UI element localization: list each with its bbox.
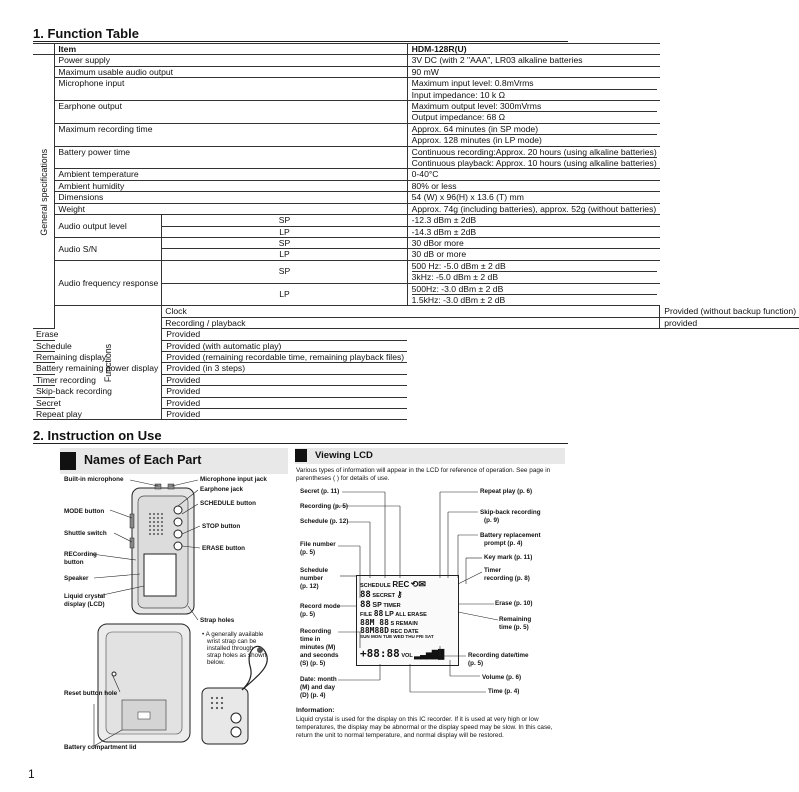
label-builtin-microphone: Built-in microphone	[64, 476, 124, 483]
table-value-line: 90 mW	[411, 66, 439, 77]
envelope-icon: ✉	[418, 579, 426, 589]
table-item-cell: Repeat play	[33, 409, 162, 420]
table-item-cell: Earphone output	[55, 101, 407, 124]
table-value-cell: Provided	[162, 397, 407, 408]
lcd-label-rec-date-1: Recording date/time	[468, 652, 529, 659]
table-item-cell: Secret	[33, 397, 162, 408]
table-row	[33, 237, 799, 248]
table-item-cell: Power supply	[55, 55, 407, 66]
general-specs-section-cell	[33, 55, 55, 329]
table-row	[33, 169, 799, 180]
lcd-label-volume: Volume (p. 6)	[482, 674, 522, 681]
table-value-cell: 30 dBor more	[407, 237, 660, 248]
lcd-label-schedule-number-2: number	[300, 575, 324, 582]
table-value-cell	[407, 169, 660, 180]
lcd-leader-lines	[290, 480, 570, 706]
table-row	[33, 146, 799, 169]
table-value-cell: -12.3 dBm ± 2dB	[407, 215, 660, 226]
volume-bars-icon: ▂▃▅▇█	[414, 649, 444, 659]
lcd-remain-indicator: S REMAIN	[390, 621, 418, 627]
table-row	[33, 123, 799, 146]
lcd-label-secret: Secret (p. 11)	[300, 488, 340, 495]
table-row	[33, 306, 799, 317]
lcd-vol-indicator: VOL	[401, 653, 413, 659]
table-row	[33, 101, 799, 124]
table-value-line: 500Hz: -3.0 dBm ± 2 dB	[412, 284, 657, 295]
lcd-file-indicator: FILE	[360, 612, 373, 618]
functions-label: Functions	[103, 343, 114, 382]
table-value-cell	[407, 203, 660, 214]
label-mode-button: MODE button	[64, 508, 105, 515]
table-item-cell: Ambient humidity	[55, 180, 407, 191]
table-item-cell: Maximum recording time	[55, 123, 407, 146]
table-row	[33, 374, 799, 385]
lcd-label-schedule-number-1: Schedule	[300, 567, 328, 574]
lcd-label-key-mark: Key mark (p. 11)	[484, 554, 533, 561]
table-value-line: 0-40°C	[411, 169, 439, 180]
info-text: Liquid crystal is used for the display on this IC recorder. If it is used at very high or low temperatures, the display may be abnormal or the display speed may be slow. In this case, return the unit to normal temperature, and normal display will be restored.	[296, 716, 553, 739]
mode-lp-cell: LP	[162, 249, 407, 260]
lcd-label-record-mode-2: (p. 5)	[300, 611, 316, 618]
table-value-line: Approx. 128 minutes (in LP mode)	[411, 135, 542, 146]
viewing-lcd-title: Viewing LCD	[315, 450, 373, 461]
lcd-rec-date-indicator: REC DATE	[390, 629, 419, 635]
lcd-clock-digits: +88:88	[360, 647, 400, 660]
table-value-line: 3kHz: -5.0 dBm ± 2 dB	[411, 272, 499, 283]
table-item-cell: Battery power time	[55, 146, 407, 169]
label-shuttle-switch: Shuttle switch	[64, 530, 107, 537]
header-item-cell: Item	[55, 44, 407, 55]
table-value-cell	[407, 101, 660, 124]
table-value-cell: Provided	[162, 409, 407, 420]
table-value-line: Approx. 64 minutes (in SP mode)	[412, 124, 657, 135]
table-header-row	[33, 44, 799, 55]
lcd-lp-indicator: LP	[384, 611, 394, 618]
general-specs-label: General specifications	[38, 148, 49, 236]
lcd-label-rec-time-2: time in	[300, 636, 321, 643]
table-value-cell	[407, 123, 660, 146]
lcd-label-battery-2: prompt (p. 4)	[484, 540, 523, 547]
lcd-label-date-1: Date: month	[300, 676, 337, 683]
table-row	[33, 203, 799, 214]
table-value-cell	[407, 260, 660, 283]
table-value-cell	[407, 78, 660, 101]
table-value-line: Approx. 74g (including batteries), approx. 52g (without batteries)	[411, 203, 657, 214]
lcd-rec-indicator: REC	[392, 580, 410, 589]
table-item-cell: Erase	[33, 329, 162, 340]
label-recording-button-line1: RECording	[64, 551, 97, 558]
table-row	[33, 363, 799, 374]
lcd-label-date-2: (M) and day	[300, 684, 335, 691]
lcd-label-remaining-2: time (p. 5)	[499, 624, 529, 631]
lcd-label-rec-time-3: minutes (M)	[300, 644, 336, 651]
table-row	[33, 329, 799, 340]
lcd-time-digits: 88M 88	[360, 618, 389, 627]
lcd-label-recording: Recording (p. 5)	[300, 503, 348, 510]
table-value-line: 54 (W) x 96(H) x 13.6 (T) mm	[411, 192, 524, 203]
lcd-schedule-indicator: SCHEDULE	[360, 583, 391, 589]
strap-note-line1: • A generally available	[202, 631, 264, 638]
section-2-title: 2. Instruction on Use	[33, 428, 162, 443]
lcd-secret-indicator: SECRET	[372, 593, 396, 599]
header-square-icon	[295, 449, 307, 462]
strap-note-line4: strap holes as shown	[207, 652, 267, 659]
lcd-schedule-number-digits: 88	[360, 590, 371, 600]
lcd-sp-indicator: SP	[372, 602, 382, 609]
table-item-cell: Maximum usable audio output	[55, 66, 407, 77]
table-value-line: Input impedance: 10 k Ω	[411, 89, 506, 100]
lcd-label-timer-2: recording (p. 8)	[484, 575, 530, 582]
table-value-cell: Provided (without backup function)	[660, 306, 799, 317]
label-erase-button: ERASE button	[202, 545, 246, 552]
table-row	[33, 386, 799, 397]
label-lcd-line2: display (LCD)	[64, 601, 105, 608]
label-speaker: Speaker	[64, 575, 89, 582]
table-item-cell: Microphone input	[55, 78, 407, 101]
mode-sp-cell: SP	[162, 215, 407, 226]
lcd-all-erase-indicator: ALL ERASE	[395, 612, 427, 618]
page-number: 1	[28, 767, 35, 781]
table-value-line: 80% or less	[411, 180, 457, 191]
lcd-label-rec-time-1: Recording	[300, 628, 332, 635]
label-lcd-line1: Liquid crystal	[64, 593, 105, 600]
label-strap-holes: Strap holes	[200, 617, 235, 624]
names-of-parts-header	[60, 448, 288, 474]
lcd-label-battery-1: Battery replacement	[480, 532, 541, 539]
section-1-rule	[33, 41, 568, 42]
table-value-line: Maximum input level: 0.8mVrms	[412, 78, 657, 89]
table-item-cell: Remaining display	[33, 351, 162, 362]
strap-note-line5: below.	[207, 659, 225, 666]
table-value-cell	[407, 283, 660, 306]
lcd-label-record-mode-1: Record mode	[300, 603, 341, 610]
lcd-weekday-row: SUN MON TUE WED THU FRI SAT	[360, 634, 434, 639]
table-item-cell: Audio frequency response	[55, 260, 162, 306]
table-value-line: Continuous playback: Approx. 10 hours (using alkaline batteries)	[411, 158, 657, 169]
info-title: Information:	[296, 707, 335, 714]
mode-sp-cell: SP	[162, 237, 407, 248]
header-model-cell: HDM-128R(U)	[407, 44, 660, 55]
table-row	[33, 409, 799, 420]
table-item-cell: Recording / playback	[162, 317, 660, 328]
lcd-label-skipback-1: Skip-back recording	[480, 509, 541, 516]
table-value-cell	[407, 180, 660, 191]
label-battery-compartment-lid: Battery compartment lid	[64, 744, 137, 751]
table-value-cell: Provided	[162, 329, 407, 340]
table-value-line: Output impedance: 68 Ω	[411, 112, 506, 123]
table-item-cell: Skip-back recording	[33, 386, 162, 397]
table-item-cell: Timer recording	[33, 374, 162, 385]
table-row	[33, 260, 799, 283]
table-value-cell: Provided (with automatic play)	[162, 340, 407, 351]
lcd-label-erase: Erase (p. 10)	[495, 600, 533, 607]
label-schedule-button: SCHEDULE button	[200, 500, 256, 507]
lcd-label-schedule-number-3: (p. 12)	[300, 583, 319, 590]
lcd-label-skipback-2: (p. 9)	[484, 517, 500, 524]
table-value-cell: Provided (in 3 steps)	[162, 363, 407, 374]
header-blank-cell	[33, 44, 55, 55]
table-value-cell: -14.3 dBm ± 2dB	[407, 226, 660, 237]
repeat-arrow-icon: ⟲	[410, 579, 419, 589]
table-row	[33, 55, 799, 66]
viewing-lcd-header	[295, 448, 565, 464]
names-of-parts-title: Names of Each Part	[84, 453, 202, 467]
label-earphone-jack: Earphone jack	[200, 486, 244, 493]
mode-lp-cell: LP	[162, 283, 407, 306]
label-reset-button-hole: Reset button hole	[64, 690, 118, 697]
table-row	[33, 66, 799, 77]
table-value-cell	[407, 146, 660, 169]
lcd-timer-indicator: TIMER	[383, 603, 401, 609]
strap-note-line3: installed through	[207, 645, 254, 652]
lcd-label-time: Time (p. 4)	[488, 688, 520, 695]
table-value-line: Maximum output level: 300mVrms	[412, 101, 657, 112]
table-item-cell: Ambient temperature	[55, 169, 407, 180]
table-item-cell: Battery remaining power display	[33, 363, 162, 374]
table-value-cell: provided	[660, 317, 799, 328]
label-microphone-input-jack: Microphone input jack	[200, 476, 267, 483]
lcd-label-schedule: Schedule (p. 12)	[300, 518, 349, 525]
lcd-label-date-3: (D) (p. 4)	[300, 692, 326, 699]
lcd-label-timer-1: Timer	[484, 567, 502, 574]
lcd-label-file-number-2: (p. 5)	[300, 549, 316, 556]
header-square-icon	[60, 452, 76, 470]
lcd-label-remaining-1: Remaining	[499, 616, 532, 623]
table-value-line: 1.5kHz: -3.0 dBm ± 2 dB	[411, 294, 506, 305]
table-value-cell: 30 dB or more	[407, 249, 660, 260]
lcd-file-digits: 88	[373, 609, 384, 618]
label-recording-button-line2: button	[64, 559, 84, 566]
table-row	[33, 215, 799, 226]
table-item-cell: Clock	[162, 306, 660, 317]
table-value-cell: Provided	[162, 374, 407, 385]
table-row	[33, 78, 799, 101]
lcd-label-repeat-play: Repeat play (p. 6)	[480, 488, 533, 495]
table-value-line: 3V DC (with 2 "AAA", LR03 alkaline batteries	[411, 55, 583, 66]
lcd-label-rec-time-5: (S) (p. 5)	[300, 660, 326, 667]
table-row	[33, 397, 799, 408]
lcd-label-rec-date-2: (p. 5)	[468, 660, 484, 667]
table-row	[33, 340, 799, 351]
mode-lp-cell: LP	[162, 226, 407, 237]
table-item-cell: Schedule	[33, 340, 162, 351]
table-value-line: 500 Hz: -5.0 dBm ± 2 dB	[412, 261, 657, 272]
table-value-line: Continuous recording:Approx. 20 hours (using alkaline batteries)	[411, 146, 657, 157]
function-table	[33, 43, 799, 420]
table-value-cell	[407, 66, 660, 77]
recorder-illustration	[60, 474, 295, 754]
section-1-title: 1. Function Table	[33, 26, 139, 41]
label-stop-button: STOP button	[202, 523, 241, 530]
lcd-file-number-digits: 88	[360, 600, 371, 610]
section-2-rule	[33, 443, 568, 444]
table-item-cell: Weight	[55, 203, 407, 214]
table-value-cell	[407, 192, 660, 203]
table-row	[33, 351, 799, 362]
strap-note-line2: wrist strap can be	[207, 638, 257, 645]
table-item-cell: Audio S/N	[55, 237, 162, 260]
table-value-cell	[407, 55, 660, 66]
table-value-cell: Provided	[162, 386, 407, 397]
lcd-label-rec-time-4: and seconds	[300, 652, 339, 659]
lcd-date-digits: 88M88D	[360, 626, 389, 635]
table-item-cell: Dimensions	[55, 192, 407, 203]
table-row	[33, 180, 799, 191]
table-item-cell: Audio output level	[55, 215, 162, 238]
lcd-label-file-number-1: File number	[300, 541, 336, 548]
lcd-intro-text: Various types of information will appear in the LCD for reference of operation. See page in parentheses ( ) for details of use.	[296, 467, 551, 482]
mode-sp-cell: SP	[162, 260, 407, 283]
table-row	[33, 192, 799, 203]
key-icon: ⚷	[396, 590, 403, 599]
table-value-cell: Provided (remaining recordable time, remaining playback files)	[162, 351, 407, 362]
